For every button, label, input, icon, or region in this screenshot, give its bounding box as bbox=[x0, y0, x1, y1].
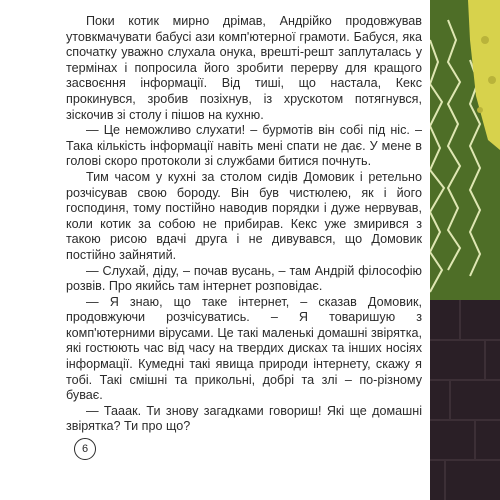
paragraph-5: — Я знаю, що таке інтернет, – сказав Домовик, продовжуючи розчісуватись. – Я товаришую з комп'ютерними вірусами. Це такі маленькі домашні звірятка, які гостюють час від часу на твердих дисках та інших носіях інформації. Кумедні такі явища природи інтернету, скажу я тобі. Такі смішні та прикольні, добрі та злі – по-різному буває. bbox=[66, 294, 422, 403]
paragraph-1: Поки котик мирно дрімав, Андрійко продовжував утовкмачувати бабусі ази комп'ютерної грамоти. Бабуся, яка спочатку уважно слухала онука, врешті-решт заплуталась у термінах і попросила його зробити перерву для кращого засвоєння інформації. Від тиші, що настала, Кекс прокинувся, зробив позіхнув, із хрускотом потягнувся, зіскочив зі столу і пішов на кухню. bbox=[66, 14, 422, 122]
page-illustration bbox=[430, 0, 500, 500]
paragraph-4: — Слухай, діду, – почав вусань, – там Андрій філософію розвів. Про якийсь там інтернет розповідає. bbox=[66, 263, 422, 294]
paragraph-2: — Це неможливо слухати! – бурмотів він собі під ніс. – Така кількість інформації навіть мені спати не дає. У мене в голові скоро протоколи зі службами битися почнуть. bbox=[66, 123, 422, 169]
paragraph-6: — Тааак. Ти знову загадками говориш! Які ще домашні звірятка? Ти про що? bbox=[66, 403, 422, 434]
story-text bbox=[66, 14, 422, 435]
illustration-graphic bbox=[430, 0, 500, 500]
paragraph-3: Тим часом у кухні за столом сидів Домовик і ретельно розчісував свою бороду. Він був чистюлею, як і його господиня, тому постійно наводив порядки і дуже нервував, коли котик за собою не прибирав. Кекс уже змирився з такою рисою вдачі друга і не дивувався, що Домовик постійно зайнятий. bbox=[66, 169, 422, 262]
page-number: 6 bbox=[74, 438, 96, 460]
